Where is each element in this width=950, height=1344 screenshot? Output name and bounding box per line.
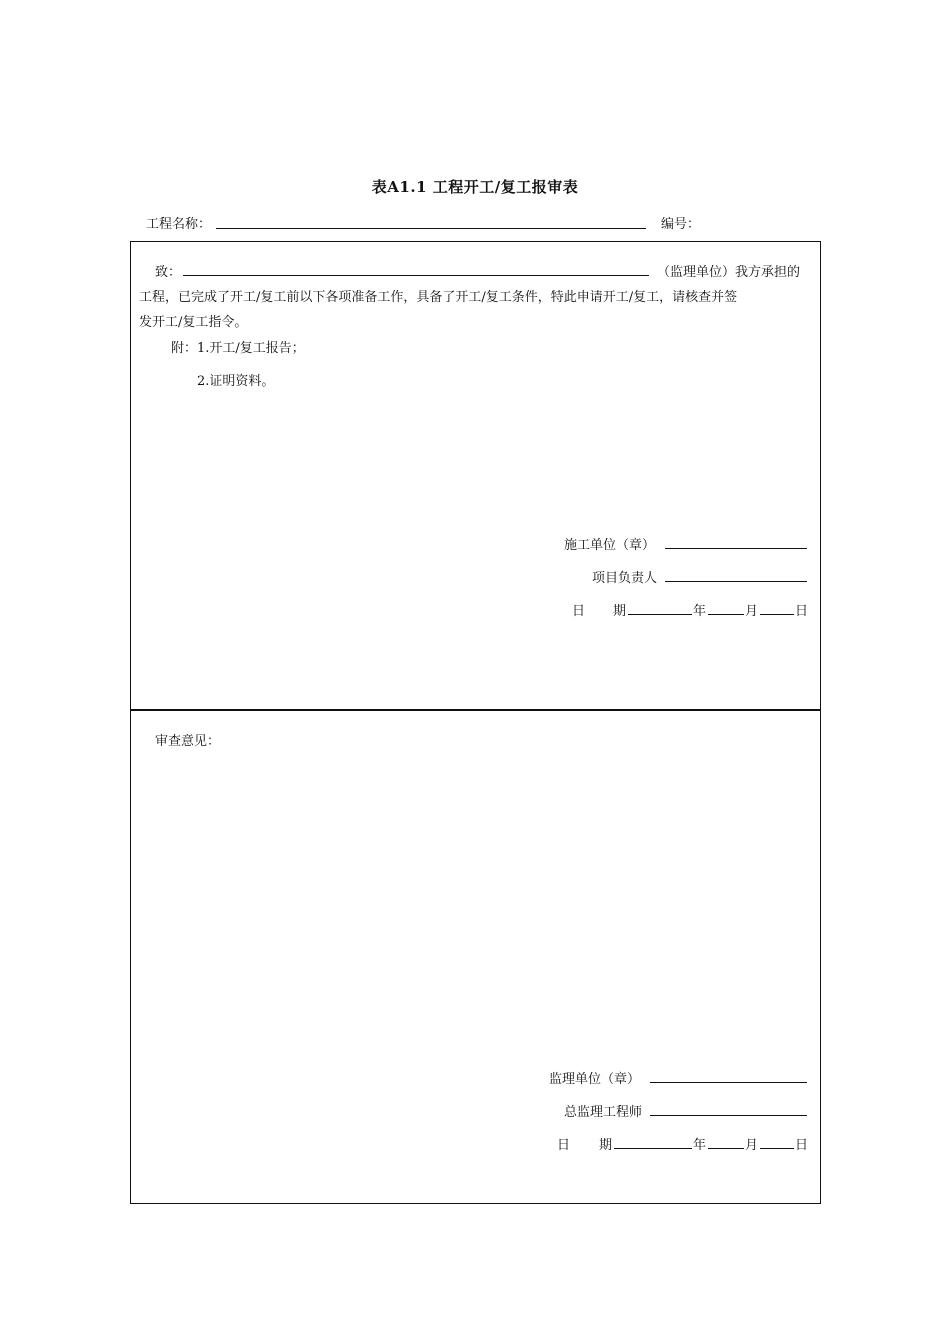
project-name-label: 工程名称： <box>146 217 212 232</box>
date-label-qi: 期 <box>613 604 627 619</box>
header-row <box>146 213 846 233</box>
month-field-2[interactable] <box>708 1148 744 1149</box>
month-label: 月 <box>745 604 759 619</box>
supervisor-label: 监理单位（章） <box>549 1072 641 1087</box>
month-label-2: 月 <box>745 1138 759 1153</box>
attachment-item-2: 2.证明资料。 <box>197 374 275 389</box>
year-label-2: 年 <box>693 1138 707 1153</box>
to-label: 致： <box>155 265 182 280</box>
month-field[interactable] <box>708 614 744 615</box>
manager-field[interactable] <box>665 581 807 582</box>
supervisor-field[interactable] <box>650 1082 807 1083</box>
body-line-3: 发开工/复工指令。 <box>139 315 248 330</box>
day-field-2[interactable] <box>760 1148 794 1149</box>
date-label-ri-2: 日 <box>557 1138 571 1153</box>
page-title: 表A1.1 工程开工/复工报审表 <box>371 178 579 196</box>
day-label-2: 日 <box>795 1138 809 1153</box>
year-field[interactable] <box>628 614 692 615</box>
date-label-ri: 日 <box>572 604 586 619</box>
supervisor-unit-suffix: （监理单位）我方承担的 <box>657 265 801 280</box>
review-label: 审查意见： <box>155 734 221 749</box>
body-line-2: 工程，已完成了开工/复工前以下各项准备工作，具备了开工/复工条件，特此申请开工/复工，请核查并签 <box>139 290 738 305</box>
manager-label: 项目负责人 <box>592 571 658 586</box>
review-section <box>130 709 821 1204</box>
day-label: 日 <box>795 604 809 619</box>
chief-engineer-label: 总监理工程师 <box>564 1105 643 1120</box>
year-label: 年 <box>693 604 707 619</box>
day-field[interactable] <box>760 614 794 615</box>
supervisor-unit-field[interactable] <box>183 275 649 276</box>
chief-engineer-field[interactable] <box>650 1115 807 1116</box>
application-section <box>130 241 821 711</box>
date-label-qi-2: 期 <box>599 1138 613 1153</box>
contractor-field[interactable] <box>665 548 807 549</box>
project-name-field[interactable] <box>216 228 646 229</box>
attachment-item-1: 附：1.开工/复工报告； <box>171 341 305 356</box>
number-label: 编号： <box>661 217 701 232</box>
year-field-2[interactable] <box>614 1148 692 1149</box>
contractor-label: 施工单位（章） <box>564 538 656 553</box>
